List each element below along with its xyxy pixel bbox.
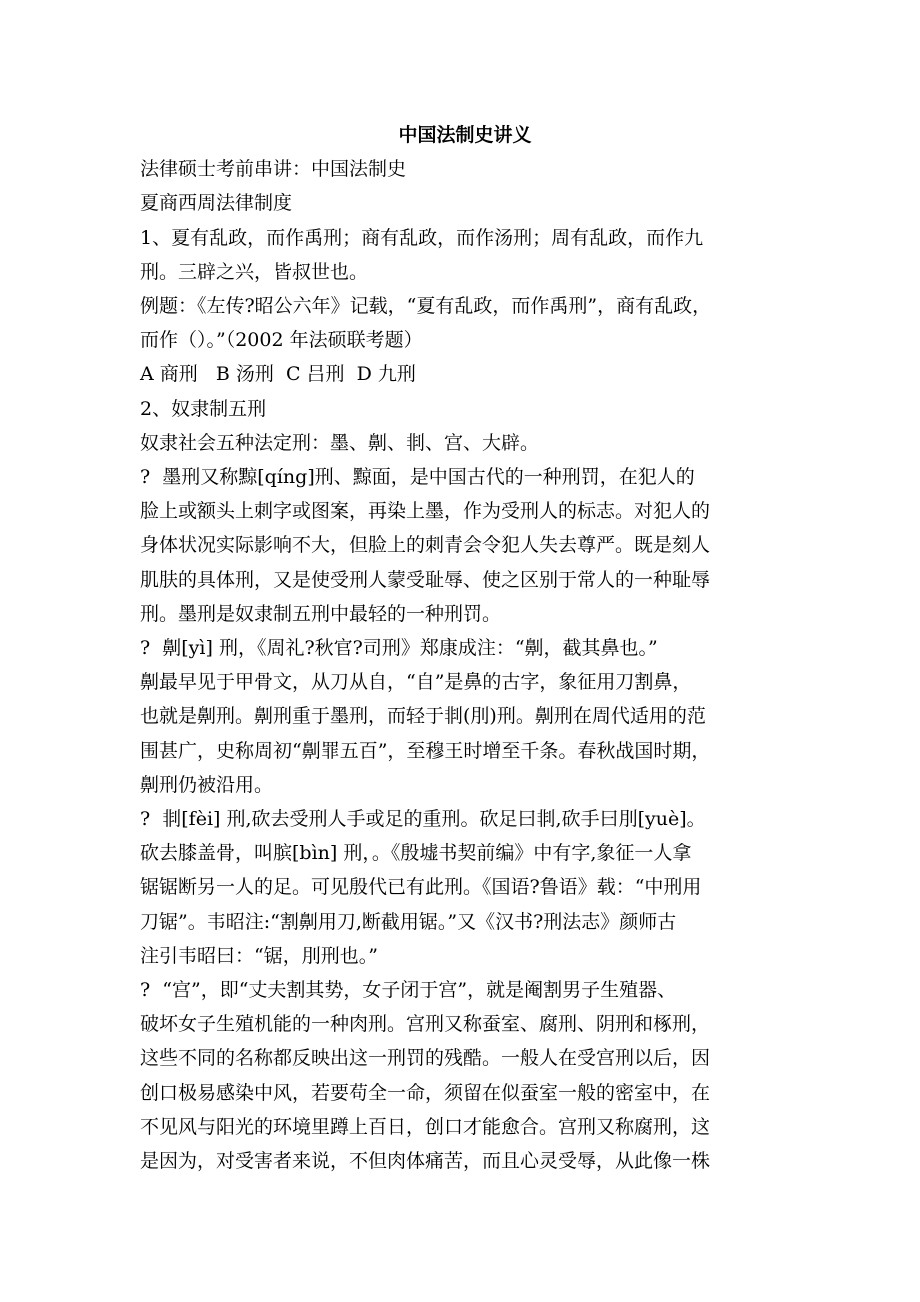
- text-line: 围甚广，史称周初“劓罪五百”，至穆王时增至千条。春秋战国时期，: [140, 739, 711, 762]
- text-line: 1、夏有乱政，而作禹刑；商有乱政，而作汤刑；周有乱政，而作九: [140, 226, 704, 249]
- document-page: [140, 118, 790, 1178]
- text-line: 夏商西周法律制度: [140, 192, 293, 215]
- text-line: 刀锯”。韦昭注:“割劓用刀,断截用锯。”又《汉书?刑法志》颜师古: [140, 910, 677, 933]
- text-line: ? 剕[fèi] 刑,砍去受刑人手或足的重刑。砍足曰剕,砍手曰刖[yuè]。: [140, 808, 706, 831]
- document-title: 中国法制史讲义: [398, 124, 532, 146]
- text-line: 身体状况实际影响不大，但脸上的刺青会令犯人失去尊严。既是刻人: [140, 534, 711, 557]
- text-line: 劓刑仍被沿用。: [140, 773, 274, 796]
- text-line: 劓最早见于甲骨文，从刀从自，“自”是鼻的古字，象征用刀割鼻，: [140, 671, 692, 694]
- text-line: 锯锯断另一人的足。可见殷代已有此刑。《国语?鲁语》载：“中刑用: [140, 876, 702, 899]
- document-body: [140, 152, 790, 1178]
- text-line: 这些不同的名称都反映出这一刑罚的残酷。一般人在受宫刑以后，因: [140, 1047, 711, 1070]
- text-line: 刑。墨刑是奴隶制五刑中最轻的一种刑罚。: [140, 602, 502, 625]
- text-line: 而作（）。”（2002 年法硕联考题）: [140, 329, 423, 352]
- text-line: 刑。三辟之兴，皆叔世也。: [140, 260, 369, 283]
- text-line: 创口极易感染中风，若要苟全一命，须留在似蚕室一般的密室中，在: [140, 1081, 711, 1104]
- text-line: 肌肤的具体刑，又是使受刑人蒙受耻辱、使之区别于常人的一种耻辱: [140, 568, 711, 591]
- text-line: 2、奴隶制五刑: [140, 397, 267, 420]
- text-line: ? “宫”，即“丈夫割其势，女子闭于宫”，就是阉割男子生殖器、: [140, 979, 677, 1002]
- text-line: 注引韦昭曰：“锯，刖刑也。”: [140, 944, 378, 967]
- text-line: 也就是劓刑。劓刑重于墨刑，而轻于剕(刖)刑。劓刑在周代适用的范: [140, 705, 706, 728]
- text-line: 破坏女子生殖机能的一种肉刑。宫刑又称蚕室、腐刑、阴刑和椓刑，: [140, 1013, 711, 1036]
- text-line: 例题：《左传?昭公六年》记载，“夏有乱政，而作禹刑”，商有乱政，: [140, 295, 712, 318]
- text-line: 砍去膝盖骨，叫膑[bìn] 刑，。《殷墟书契前编》中有字,象征一人拿: [140, 842, 692, 865]
- text-line: 不见风与阳光的环境里蹲上百日，创口才能愈合。宫刑又称腐刑，这: [140, 1115, 711, 1138]
- text-line: 脸上或额头上刺字或图案，再染上墨，作为受刑人的标志。对犯人的: [140, 500, 711, 523]
- text-line: 是因为，对受害者来说，不但肉体痛苦，而且心灵受辱，从此像一株: [140, 1150, 711, 1173]
- text-line: 奴隶社会五种法定刑：墨、劓、剕、宫、大辟。: [140, 431, 540, 454]
- text-line: ? 劓[yì] 刑，《周礼?秋官?司刑》郑康成注：“劓，截其鼻也。”: [140, 637, 658, 660]
- text-line: ? 墨刑又称黥[qíng]刑、黥面，是中国古代的一种刑罚，在犯人的: [140, 466, 695, 489]
- text-line: A 商刑 B 汤刑 C 吕刑 D 九刑: [140, 363, 416, 386]
- text-line: 法律硕士考前串讲：中国法制史: [140, 158, 407, 181]
